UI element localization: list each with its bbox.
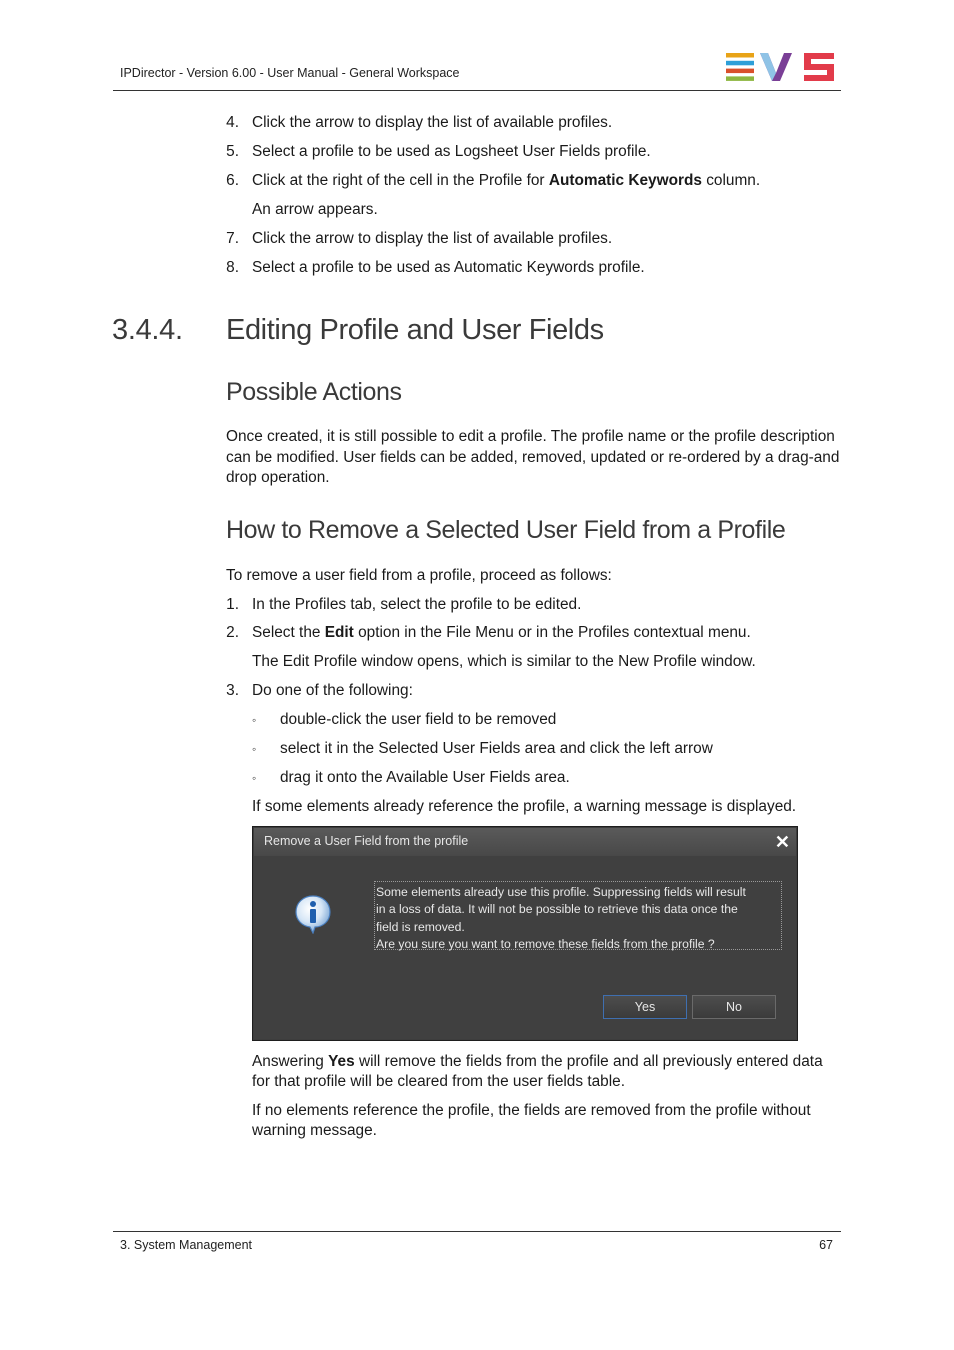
step-number: 6. bbox=[226, 172, 239, 189]
step-text: Select a profile to be used as Automatic Keywords profile. bbox=[252, 259, 645, 276]
step-text: Click the arrow to display the list of available profiles. bbox=[252, 114, 613, 131]
answer-text-line2: for that profile will be cleared from the user fields table. bbox=[252, 1073, 625, 1090]
step-text: Click the arrow to display the list of available profiles. bbox=[252, 230, 613, 247]
header-rule bbox=[113, 90, 841, 91]
dialog-body bbox=[254, 856, 796, 1039]
dialog-title-bar bbox=[254, 828, 796, 856]
bullet-text: double-click the user field to be removed bbox=[280, 711, 557, 728]
dialog-message-line: in a loss of data. It will not be possible to retrieve this data once the bbox=[376, 902, 738, 917]
step-number: 4. bbox=[226, 114, 239, 131]
step-note: The Edit Profile window opens, which is similar to the New Profile window. bbox=[252, 653, 756, 670]
intro-text: To remove a user field from a profile, proceed as follows: bbox=[226, 567, 612, 584]
step-number: 2. bbox=[226, 624, 239, 641]
dialog-message-line: Are you sure you want to remove these fields from the profile ? bbox=[376, 937, 715, 952]
footer-chapter: 3. System Management bbox=[120, 1238, 253, 1252]
bullet-icon: ◦ bbox=[252, 742, 257, 756]
paragraph-line: drop operation. bbox=[226, 469, 330, 486]
bullet-icon: ◦ bbox=[252, 771, 257, 785]
remove-field-heading: How to Remove a Selected User Field from a Profile bbox=[226, 516, 786, 544]
dialog-message-line: field is removed. bbox=[376, 919, 465, 934]
step-number: 8. bbox=[226, 259, 239, 276]
step-text: In the Profiles tab, select the profile to be edited. bbox=[252, 596, 582, 613]
section-number: 3.4.4. bbox=[112, 314, 183, 346]
possible-actions-heading: Possible Actions bbox=[226, 378, 402, 406]
step-text: Do one of the following: bbox=[252, 682, 413, 699]
step-number: 5. bbox=[226, 143, 239, 160]
dialog-message-line: Some elements already use this profile. Suppressing fields will result bbox=[376, 885, 746, 899]
paragraph-line: can be modified. User fields can be added, removed, updated or re-ordered by a drag-and bbox=[226, 448, 840, 466]
step-note: An arrow appears. bbox=[252, 201, 378, 218]
paragraph-line: Once created, it is still possible to edit a profile. The profile name or the profile description bbox=[226, 428, 835, 445]
close-icon[interactable]: ✕ bbox=[774, 832, 790, 852]
step-text: Select a profile to be used as Logsheet User Fields profile. bbox=[252, 143, 651, 160]
no-reference-text-line2: warning message. bbox=[252, 1122, 377, 1139]
dialog-title: Remove a User Field from the profile bbox=[264, 834, 469, 848]
footer-rule bbox=[113, 1231, 841, 1232]
bullet-icon: ◦ bbox=[252, 713, 257, 727]
step-number: 7. bbox=[226, 230, 239, 247]
evs-logo bbox=[726, 53, 834, 81]
yes-button[interactable]: Yes bbox=[603, 995, 687, 1019]
bullet-text: select it in the Selected User Fields area and click the left arrow bbox=[280, 740, 713, 757]
warning-note: If some elements already reference the profile, a warning message is displayed. bbox=[252, 798, 797, 815]
dialog-message bbox=[374, 881, 782, 950]
running-header: IPDirector - Version 6.00 - User Manual - General Workspace bbox=[120, 66, 460, 80]
bullet-text: drag it onto the Available User Fields area. bbox=[280, 769, 570, 786]
answer-text: Answering Yes will remove the fields from the profile and all previously entered data bbox=[252, 1053, 823, 1070]
no-button[interactable]: No bbox=[692, 995, 776, 1019]
step-text: Click at the right of the cell in the Profile for Automatic Keywords column. bbox=[252, 172, 761, 189]
step-text: Select the Edit option in the File Menu or in the Profiles contextual menu. bbox=[252, 624, 751, 641]
step-number: 3. bbox=[226, 682, 239, 699]
step-number: 1. bbox=[226, 596, 239, 613]
info-icon bbox=[294, 894, 332, 934]
section-title: Editing Profile and User Fields bbox=[226, 314, 604, 346]
no-reference-text: If no elements reference the profile, the fields are removed from the profile without bbox=[252, 1102, 811, 1119]
remove-field-dialog bbox=[252, 826, 798, 1041]
page-number: 67 bbox=[819, 1238, 833, 1252]
